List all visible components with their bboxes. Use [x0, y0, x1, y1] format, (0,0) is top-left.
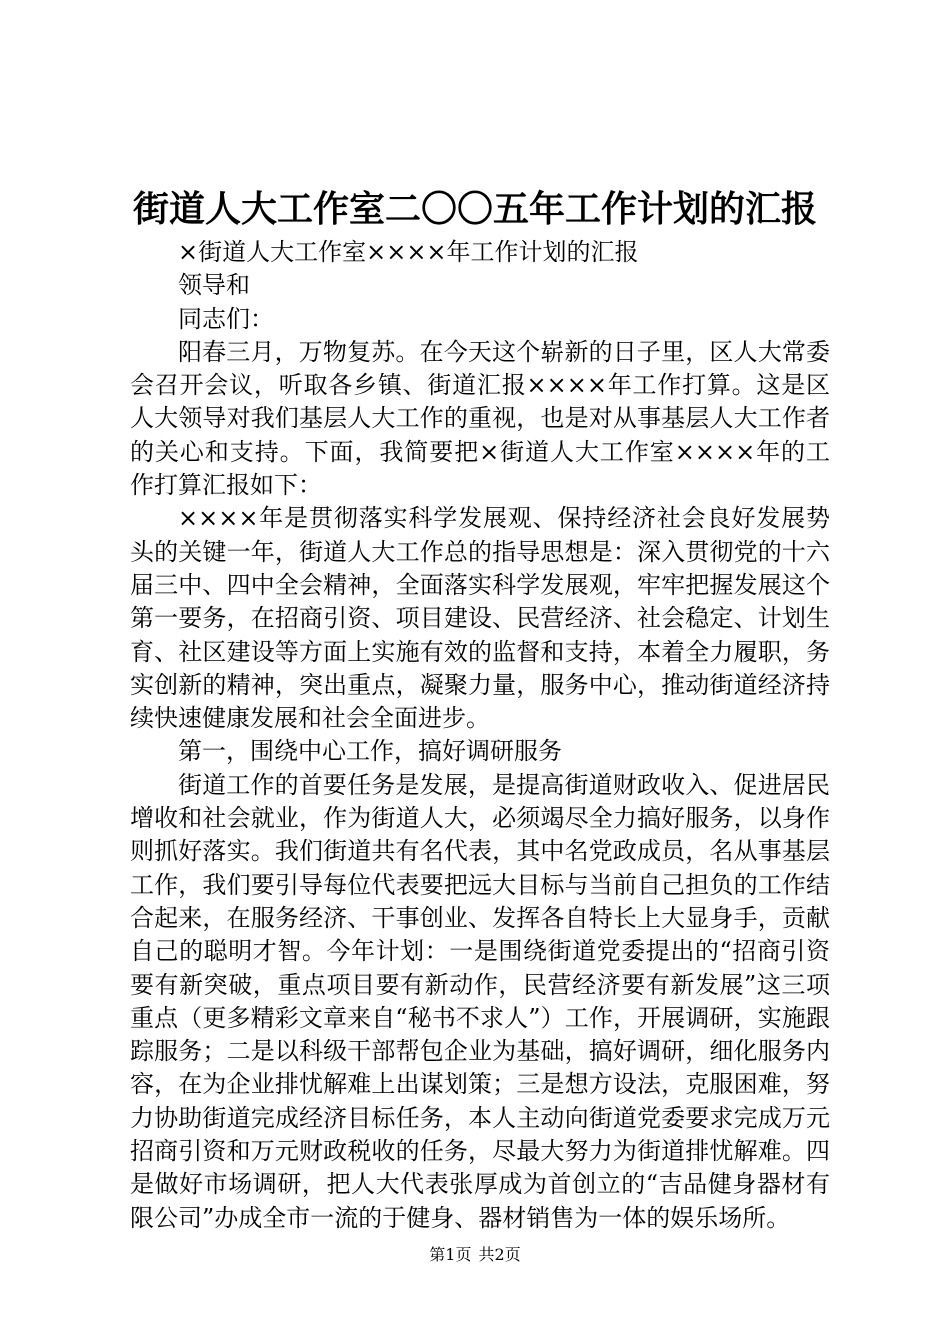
paragraph-salutation-1: 领导和 — [178, 271, 250, 300]
document-title: 街道人大工作室二〇〇五年工作计划的汇报 — [132, 188, 817, 230]
paragraph-guiding-idea: ××××年是贯彻落实科学发展观、保持经济社会良好发展势头的关键一年，街道人大工作总的指导思想是：深入贯彻党的十六届三中、四中全会精神，全面落实科学发展观，牢牢把握发展这个第一要务，在招商引资、项目建设、民营经济、社会稳定、计划生育、社区建设等方面上实施有效的监督和支持，本着全力履职，务实创新的精神，突出重点，凝聚力量，服务中心，推动街道经济持续快速健康发展和社会全面进步。 — [130, 504, 830, 733]
paragraph-subtitle: ×街道人大工作室××××年工作计划的汇报 — [178, 238, 639, 266]
page-total: 共2页 — [478, 1245, 521, 1264]
paragraph-salutation-2: 同志们： — [178, 304, 274, 333]
page-footer — [0, 1244, 950, 1266]
paragraph-section-1-body: 街道工作的首要任务是发展，是提高街道财政收入、促进居民增收和社会就业，作为街道人大，必须竭尽全力搞好服务，以身作则抓好落实。我们街道共有名代表，其中名党政成员，名从事基层工作，我们要引导每位代表要把远大目标与当前自己担负的工作结合起来，在服务经济、干事创业、发挥各自特长上大显身手，贡献自己的聪明才智。今年计划：一是围绕街道党委提出的“招商引资要有新突破，重点项目要有新动作，民营经济要有新发展”这三项重点（更多精彩文章来自“秘书不求人”）工作，开展调研，实施跟踪服务；二是以科级干部帮包企业为基础，搞好调研，细化服务内容，在为企业排忧解难上出谋划策；三是想方设法，克服困难，努力协助街道完成经济目标任务，本人主动向街道党委要求完成万元招商引资和万元财政税收的任务，尽最大努力为街道排忧解难。四是做好市场调研，把人大代表张厚成为首创立的“吉品健身器材有限公司”办成全市一流的于健身、器材销售为一体的娱乐场所。 — [130, 770, 830, 1232]
document-body — [130, 236, 830, 1235]
page-number: 第1页 — [429, 1245, 472, 1264]
paragraph-intro: 阳春三月，万物复苏。在今天这个崭新的日子里，区人大常委会召开会议，听取各乡镇、街道汇报××××年工作打算。这是区人大领导对我们基层人大工作的重视，也是对从事基层人大工作者的关心和支持。下面，我简要把×街道人大工作室××××年的工作打算汇报如下： — [130, 337, 830, 500]
paragraph-section-heading-1: 第一，围绕中心工作，搞好调研服务 — [178, 737, 562, 766]
